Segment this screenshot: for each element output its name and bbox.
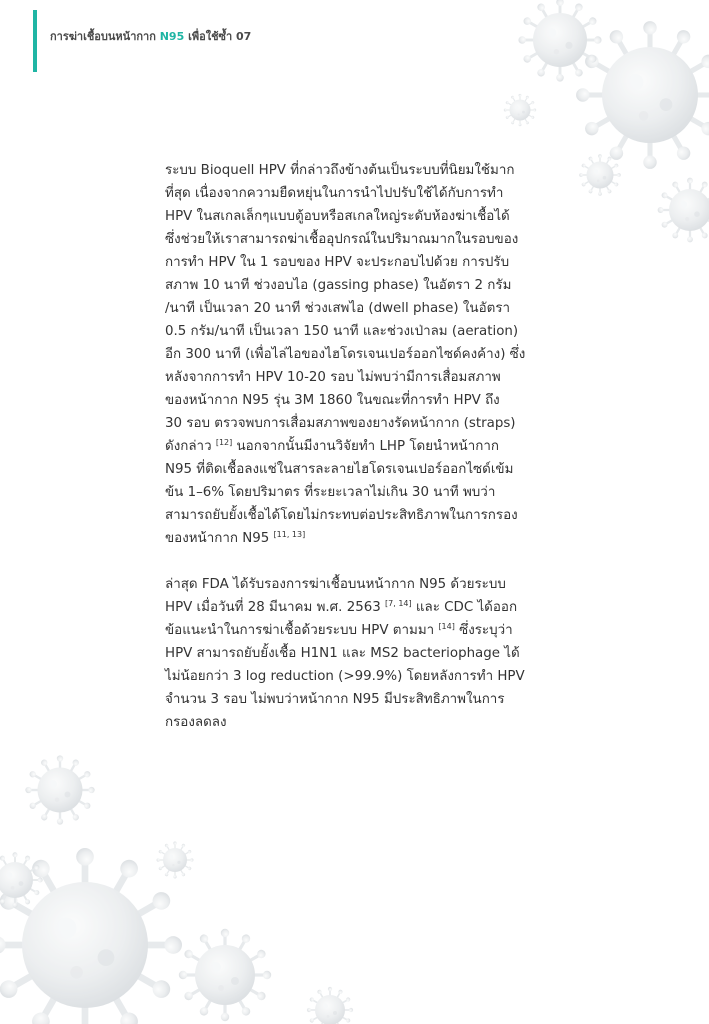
- text-segment: และ CDC ได้ออก: [411, 600, 518, 615]
- text-segment: ระบบ Bioquell HPV ที่กล่าวถึงข้างต้นเป็นระบบที่นิยมใช้มาก: [165, 163, 515, 178]
- citation-ref: [12]: [215, 438, 233, 447]
- text-segment: การทำ HPV ใน 1 รอบของ HPV จะประกอบไปด้วย การปรับ: [165, 255, 510, 270]
- text-line: [165, 412, 551, 435]
- running-header: [50, 27, 251, 45]
- text-segment: อีก 300 นาที (เพื่อไล่ไอของไฮโดรเจนเปอร์ออกไซด์คงค้าง) ซึ่ง: [165, 347, 526, 362]
- text-line: [165, 688, 551, 711]
- text-line: [165, 228, 551, 251]
- text-segment: 0.5 กรัม/นาที เป็นเวลา 150 นาที และช่วงเป่าลม (aeration): [165, 324, 519, 339]
- text-segment: ของหน้ากาก N95 รุ่น 3M 1860 ในขณะที่การทำ HPV ถึง: [165, 393, 500, 408]
- text-segment: ของหน้ากาก N95: [165, 531, 274, 546]
- text-segment: ดังกล่าว: [165, 439, 216, 454]
- body-text: [165, 159, 551, 734]
- text-line: [165, 320, 551, 343]
- paragraph: [165, 159, 551, 550]
- text-segment: ข้อแนะนำในการฆ่าเชื้อด้วยระบบ HPV ตามมา: [165, 623, 439, 638]
- paragraph-gap: [165, 550, 551, 573]
- text-segment: จำนวน 3 รอบ ไม่พบว่าหน้ากาก N95 มีประสิทธิภาพในการ: [165, 692, 505, 707]
- text-segment: ซึ่งช่วยให้เราสามารถฆ่าเชื้ออุปกรณ์ในปริมาณมากในรอบของ: [165, 232, 519, 247]
- citation-ref: [11, 13]: [273, 530, 306, 539]
- text-segment: /นาที เป็นเวลา 20 นาที ช่วงเสพไอ (dwell phase) ในอัตรา: [165, 301, 511, 316]
- header-accent-bar: [33, 10, 37, 72]
- text-line: [165, 343, 551, 366]
- text-line: [165, 297, 551, 320]
- text-segment: 30 รอบ ตรวจพบการเสื่อมสภาพของยางรัดหน้ากาก (straps): [165, 416, 516, 431]
- text-segment: นอกจากนั้นมีงานวิจัยทำ LHP โดยนำหน้ากาก: [232, 439, 499, 454]
- text-line: [165, 458, 551, 481]
- text-segment: N95 ที่ติดเชื้อลงแช่ในสารละลายไฮโดรเจนเปอร์ออกไซด์เข้ม: [165, 462, 514, 477]
- text-line: [165, 251, 551, 274]
- paragraph: [165, 573, 551, 734]
- text-line: [165, 665, 551, 688]
- citation-ref: [14]: [438, 622, 455, 631]
- header-title-suffix: เพื่อใช้ซ้ำ 07: [188, 30, 252, 43]
- text-line: [165, 573, 551, 596]
- text-line: [165, 711, 551, 734]
- text-line: [165, 642, 551, 665]
- text-segment: ไม่น้อยกว่า 3 log reduction (>99.9%) โดยหลังการทำ HPV: [165, 669, 525, 684]
- text-segment: ข้น 1–6% โดยปริมาตร ที่ระยะเวลาไม่เกิน 30 นาที พบว่า: [165, 485, 496, 500]
- text-segment: HPV สามารถยับยั้งเชื้อ H1N1 และ MS2 bacteriophage ได้: [165, 646, 520, 661]
- text-segment: หลังจากการทำ HPV 10-20 รอบ ไม่พบว่ามีการเสื่อมสภาพ: [165, 370, 501, 385]
- text-line: [165, 389, 551, 412]
- text-line: [165, 366, 551, 389]
- citation-ref: [7, 14]: [385, 599, 412, 608]
- text-line: [165, 527, 551, 550]
- header-title-highlight: N95: [159, 30, 185, 43]
- text-segment: สภาพ 10 นาที ช่วงอบไอ (gassing phase) ในอัตรา 2 กรัม: [165, 278, 512, 293]
- text-segment: HPV ในสเกลเล็กๆแบบตู้อบหรือสเกลใหญ่ระดับห้องฆ่าเชื้อได้: [165, 209, 510, 224]
- text-segment: HPV เมื่อวันที่ 28 มีนาคม พ.ศ. 2563: [165, 600, 386, 615]
- text-segment: กรองลดลง: [165, 715, 227, 730]
- text-segment: สามารถยับยั้งเชื้อได้โดยไม่กระทบต่อประสิทธิภาพในการกรอง: [165, 508, 518, 523]
- text-line: [165, 182, 551, 205]
- text-line: [165, 435, 551, 458]
- text-line: [165, 596, 551, 619]
- text-segment: ล่าสุด FDA ได้รับรองการฆ่าเชื้อบนหน้ากาก N95 ด้วยระบบ: [165, 577, 506, 592]
- text-line: [165, 504, 551, 527]
- text-line: [165, 274, 551, 297]
- text-segment: ที่สุด เนื่องจากความยืดหยุ่นในการนำไปปรับใช้ได้กับการทำ: [165, 186, 504, 201]
- text-line: [165, 205, 551, 228]
- header-title-prefix: การฆ่าเชื้อบนหน้ากาก: [50, 30, 156, 43]
- text-line: [165, 159, 551, 182]
- text-line: [165, 481, 551, 504]
- text-segment: ซึ่งระบุว่า: [454, 623, 513, 638]
- text-line: [165, 619, 551, 642]
